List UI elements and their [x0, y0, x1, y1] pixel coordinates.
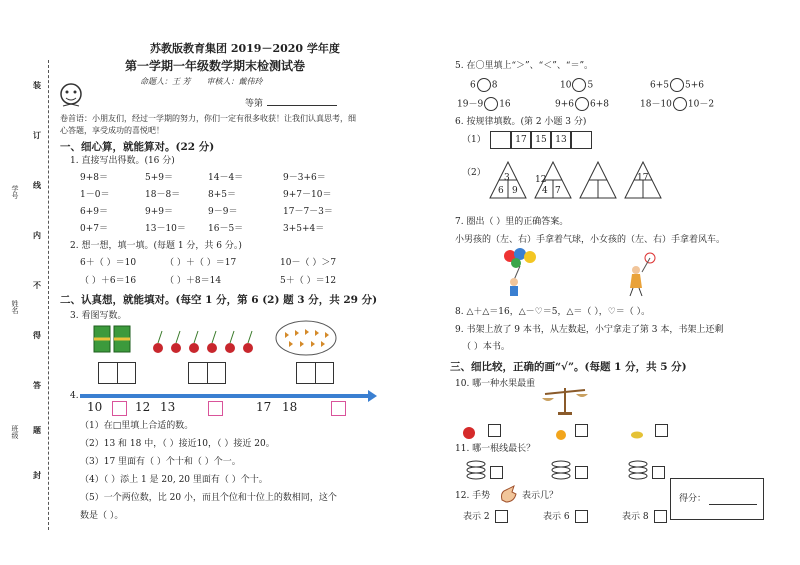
calc-item: 17－7－3＝	[283, 207, 333, 217]
section2-title: 二、认真想，就能填对。(每空 1 分，第 6 (2) 题 3 分，共 29 分)	[60, 294, 378, 306]
fill-item: 5＋（ ）＝12	[280, 276, 337, 286]
margin-char: 内	[33, 230, 41, 240]
pattern-cell[interactable]	[490, 131, 512, 149]
margin-char: 不	[33, 280, 41, 290]
calc-item: 0+7＝	[80, 224, 108, 234]
calc-item: 18－8＝	[145, 190, 181, 200]
compare-item: 6+5 5+6	[650, 78, 704, 92]
fill-item: 10－（ ）＞7	[280, 258, 337, 268]
pattern-cell[interactable]	[570, 131, 592, 149]
triangle-number: 12	[535, 175, 547, 185]
answer-box[interactable]	[652, 466, 665, 479]
compare-circle[interactable]	[477, 78, 491, 92]
q4-item: （2）13 和 18 中，（ ）接近10，（ ）接近 20。	[80, 439, 275, 449]
calc-item: 5+9＝	[145, 173, 173, 183]
exam-title-line2: 第一学期一年级数学期末检测试卷	[125, 59, 306, 73]
cartoon-mascot-icon	[55, 80, 87, 112]
option-label: 表示 2	[463, 512, 490, 522]
answer-box[interactable]	[495, 510, 508, 523]
banana-icon	[630, 426, 644, 445]
intro-text: 卷首语：小朋友们，经过一学期的努力，你们一定有很多收获！让我们认真思考，细心答题，享受成功的喜悦吧！	[60, 114, 356, 135]
numberline-value: 17	[256, 400, 272, 414]
q9-line1: 9. 书架上放了 9 本书，从左数起，小宁拿走了第 3 本，书架上还剩	[455, 325, 724, 335]
count-box[interactable]	[98, 362, 136, 384]
compare-circle[interactable]	[484, 97, 498, 111]
calc-item: 13－10＝	[145, 224, 186, 234]
fill-item: （ ）＋6＝16	[80, 276, 137, 286]
margin-char: 订	[33, 130, 41, 140]
compare-item: 19－9 16	[457, 97, 511, 111]
q10-title: 10. 哪一种水果最重	[455, 379, 536, 389]
number-line-arrow-icon	[368, 390, 377, 402]
coil-icon	[550, 460, 572, 484]
fill-item: （ ）＋（ ）＝17	[165, 258, 237, 268]
exam-title-line1: 苏教版教育集团 2019－2020 学年度	[150, 42, 340, 55]
margin-char: 题	[33, 425, 41, 435]
triangle-number: 3	[504, 173, 510, 183]
numberline-value: 18	[282, 400, 298, 414]
calc-item: 9－3+6＝	[283, 173, 326, 183]
count-box[interactable]	[296, 362, 334, 384]
q12-title: 12. 手势	[455, 491, 491, 501]
pattern-cell: 15	[530, 131, 552, 149]
calc-item: 3+5+4＝	[283, 224, 325, 234]
q7-text: 小男孩的（左、右）手拿着气球，小女孩的（左、右）手拿着风车。	[455, 235, 726, 245]
q4-label: 4.	[70, 391, 79, 401]
q4-item: （1）在□里填上合适的数。	[80, 421, 194, 431]
authors: 命题人：王 芳 审核人：戴伟玲	[140, 77, 263, 86]
answer-box[interactable]	[490, 466, 503, 479]
q11-title: 11. 哪一根线最长？	[455, 444, 536, 454]
student-id-label: 学号	[11, 185, 19, 199]
option-label: 表示 8	[622, 512, 649, 522]
fill-item: （ ）＋8＝14	[165, 276, 222, 286]
calc-item: 9+8＝	[80, 173, 108, 183]
answer-box[interactable]	[655, 424, 668, 437]
hand-gesture-icon	[498, 484, 518, 508]
calc-item: 6+9＝	[80, 207, 108, 217]
answer-box[interactable]	[575, 424, 588, 437]
apple-icon	[462, 424, 476, 443]
q5-title: 5. 在〇里填上“＞”、“＜”、“＝”。	[455, 61, 594, 71]
triangle-number: 6	[498, 186, 504, 196]
compare-circle[interactable]	[673, 97, 687, 111]
triangle-number: 7	[555, 186, 561, 196]
section3-title: 三、细比较，正确的画“√”。(每题 1 分，共 5 分)	[450, 361, 687, 373]
triangle-number: 9	[512, 186, 518, 196]
q6-title: 6. 按规律填数。(第 2 小题 3 分)	[455, 117, 587, 127]
bundles-icon	[92, 322, 134, 360]
number-line	[80, 394, 370, 398]
compare-item: 18－10 10－2	[640, 97, 714, 111]
calc-item: 9－9＝	[208, 207, 238, 217]
orange-icon	[555, 426, 567, 445]
pattern-cell: 17	[510, 131, 532, 149]
margin-char: 答	[33, 380, 41, 390]
class-label: 班级	[11, 425, 19, 439]
option-label: 表示 6	[543, 512, 570, 522]
q7-title: 7. 圈出（ ）里的正确答案。	[455, 217, 569, 227]
margin-char: 装	[33, 80, 41, 90]
fill-item: 6＋（ ）＝10	[80, 258, 137, 268]
count-box[interactable]	[188, 362, 226, 384]
section1-title: 一、细心算，就能算对。(22 分)	[60, 141, 215, 153]
coil-icon	[627, 460, 649, 484]
compare-item: 9+6 6+8	[555, 97, 609, 111]
score-box	[670, 478, 764, 520]
compare-circle[interactable]	[575, 97, 589, 111]
triangle-number: 4	[542, 186, 548, 196]
numberline-value: 10	[87, 400, 103, 414]
compare-item: 10 5	[560, 78, 593, 92]
boy-with-balloons-icon	[500, 248, 540, 302]
answer-box[interactable]	[575, 510, 588, 523]
coil-icon	[465, 460, 487, 484]
calc-item: 16－5＝	[208, 224, 244, 234]
q4-item: （3）17 里面有（ ）个十和（ ）个一。	[80, 457, 241, 467]
numberline-value: 13	[160, 400, 176, 414]
q4-item: 数是（ ）。	[80, 511, 124, 521]
q4-item: （5）一个两位数，比 20 小，而且个位和十位上的数相同，这个	[80, 493, 337, 503]
numberline-value: 12	[135, 400, 151, 414]
answer-box[interactable]	[575, 466, 588, 479]
girl-with-pinwheel-icon	[620, 252, 660, 302]
q1-title: 1. 直接写出得数。(16 分)	[70, 156, 175, 166]
calc-item: 8+5＝	[208, 190, 236, 200]
name-label: 姓名	[11, 300, 19, 314]
binding-line	[48, 60, 49, 530]
triangle-number: 17	[637, 173, 649, 183]
calc-item: 9+7－10＝	[283, 190, 332, 200]
pattern-cell: 13	[550, 131, 572, 149]
q4-item: （4）（ ）添上 1 是 20, 20 里面有（ ）个十。	[80, 475, 268, 485]
cherries-icon	[150, 328, 260, 360]
compare-circle[interactable]	[572, 78, 586, 92]
numberline-blank[interactable]	[112, 401, 127, 416]
margin-char: 封	[33, 470, 41, 480]
margin-char: 线	[33, 180, 41, 190]
q3-title: 3. 看图写数。	[70, 311, 127, 321]
calc-item: 9+9＝	[145, 207, 173, 217]
butterflies-icon	[275, 320, 337, 360]
numberline-blank[interactable]	[331, 401, 346, 416]
q12-tail: 表示几？	[522, 491, 559, 501]
q8: 8. △＋△＝16，△－♡＝5，△＝（ ），♡＝（ ）。	[455, 307, 651, 317]
compare-item: 6 8	[470, 78, 497, 92]
numberline-blank[interactable]	[208, 401, 223, 416]
answer-box[interactable]	[654, 510, 667, 523]
grade-label: 等第	[245, 98, 337, 110]
q2-title: 2. 想一想，填一填。(每题 1 分，共 6 分。)	[70, 241, 242, 251]
score-label: 得分：	[679, 494, 707, 504]
q9-line2: （ ）本书。	[462, 342, 510, 352]
q6-1-label: （1）	[462, 135, 486, 145]
q6-2-label: （2）	[462, 168, 486, 178]
score-field[interactable]	[709, 504, 757, 505]
margin-char: 得	[33, 330, 41, 340]
answer-box[interactable]	[488, 424, 501, 437]
calc-item: 14－4＝	[208, 173, 244, 183]
compare-circle[interactable]	[670, 78, 684, 92]
calc-item: 1－0＝	[80, 190, 110, 200]
balance-scale-icon	[540, 384, 590, 420]
